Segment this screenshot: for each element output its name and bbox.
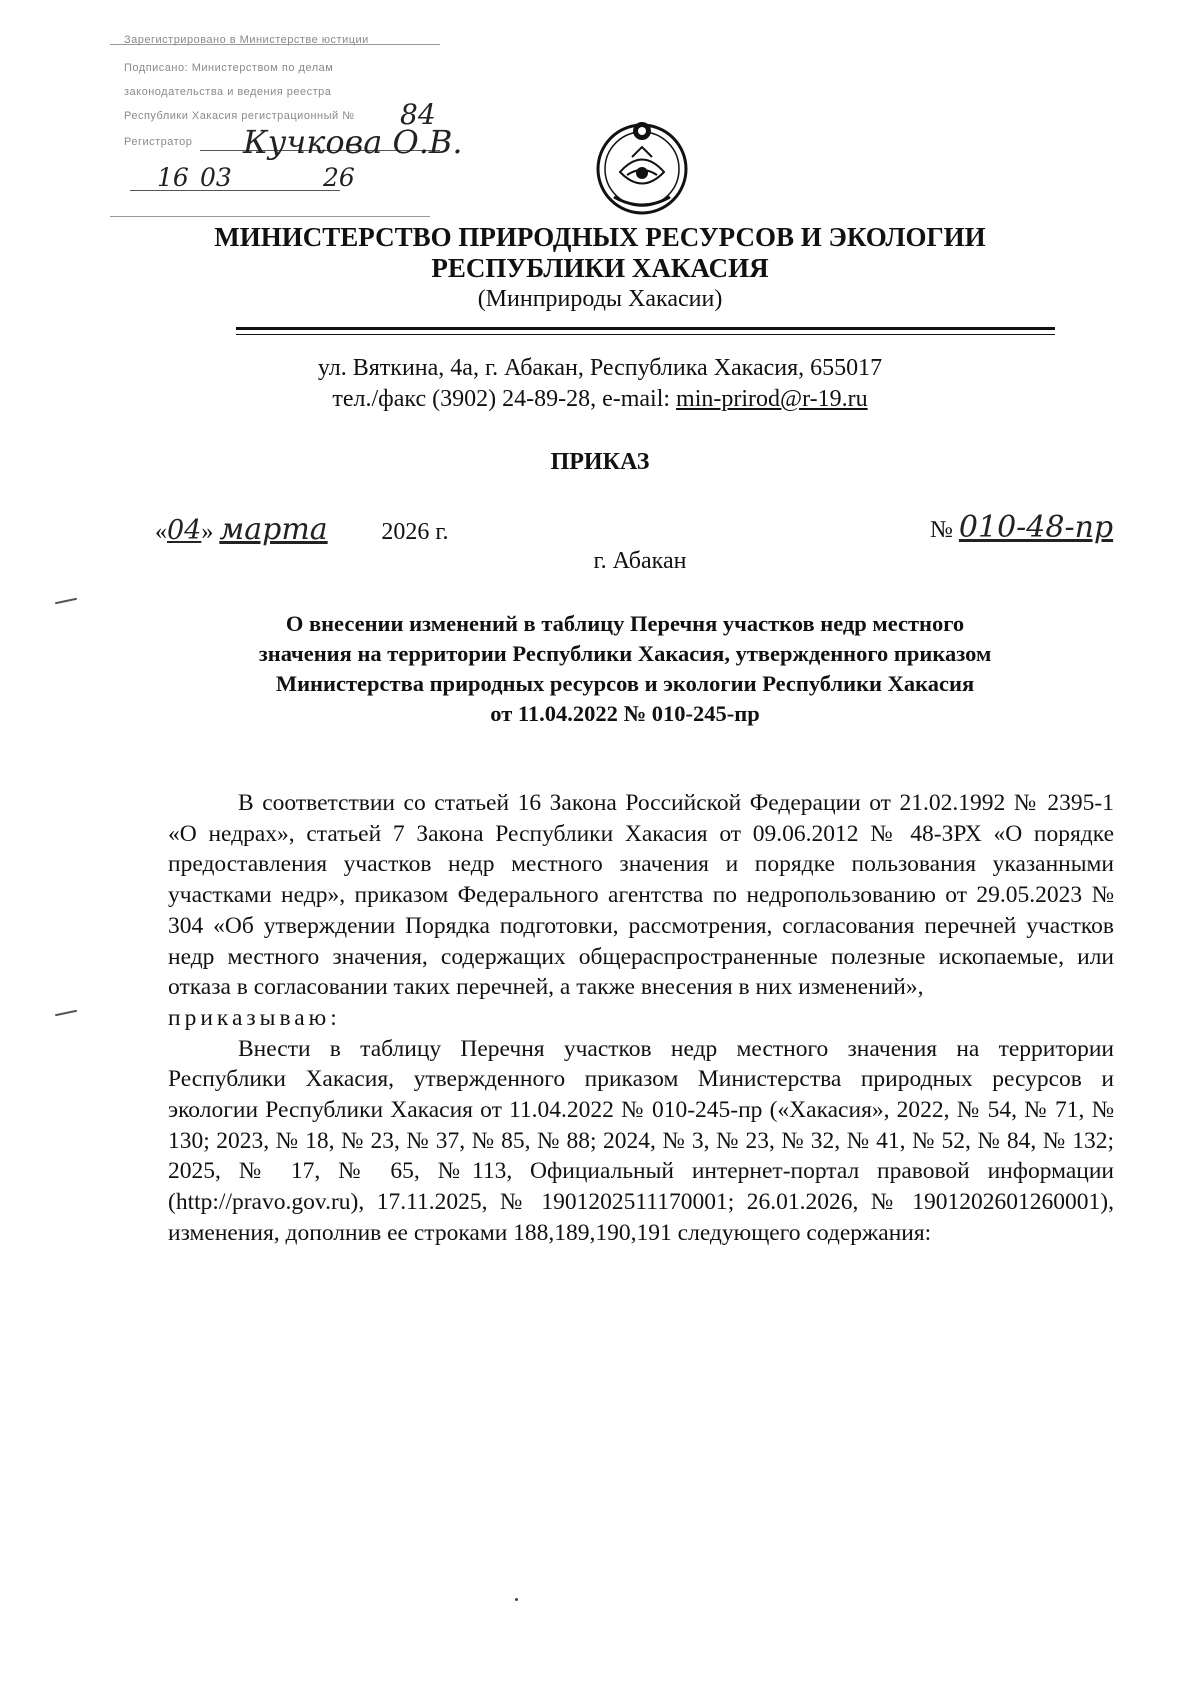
stamp-date-day: 16 <box>157 163 189 192</box>
ministry-name-line2: РЕСПУБЛИКИ ХАКАСИЯ <box>431 253 769 283</box>
date-day: 04 <box>167 515 202 546</box>
stamp-registrar-signature: Кучкова О.В. <box>243 123 463 161</box>
number-value: 010-48-пр <box>958 510 1114 545</box>
stamp-line: Республики Хакасия регистрационный № <box>124 110 355 122</box>
document-type: ПРИКАЗ <box>550 449 650 475</box>
ministry-contacts <box>0 386 1200 413</box>
subject-line: Министерства природных ресурсов и экологии Республики Хакасия <box>275 671 975 696</box>
preamble-paragraph <box>168 788 1114 1034</box>
scan-dot <box>515 1598 518 1601</box>
coat-of-arms-icon <box>592 117 692 217</box>
ministry-name-line1: МИНИСТЕРСТВО ПРИРОДНЫХ РЕСУРСОВ И ЭКОЛОГИИ <box>214 222 986 252</box>
date-year: 2026 г. <box>381 519 449 545</box>
number-label: № <box>930 517 953 543</box>
stamp-line: Регистратор <box>124 136 193 148</box>
subject-line: значения на территории Республики Хакасия, утвержденного приказом <box>258 641 992 666</box>
order-number <box>930 510 1113 545</box>
stamp-date-year: 26 <box>323 163 355 192</box>
order-subject <box>200 609 1050 729</box>
date-open-quote: « <box>155 519 167 545</box>
ministry-short-name: (Минприроды Хакасии) <box>477 286 723 312</box>
date-close-quote: » <box>201 519 214 545</box>
stamp-rule <box>110 216 430 217</box>
order-body <box>168 788 1114 1249</box>
email-link[interactable]: min-prirod@r-19.ru <box>676 386 868 412</box>
subject-line: О внесении изменений в таблицу Перечня участков недр местного <box>285 611 965 636</box>
contacts-phone: тел./факс (3902) 24-89-28, e-mail: <box>332 386 677 412</box>
stamp-date-month: 03 <box>200 163 232 192</box>
city: г. Абакан <box>593 548 687 574</box>
date-month: марта <box>219 512 328 547</box>
ministry-address: ул. Вяткина, 4а, г. Абакан, Республика Хакасия, 655017 <box>317 355 883 381</box>
stamp-line: Подписано: Министерством по делам <box>124 62 334 74</box>
stamp-registration-number: 84 <box>400 98 436 131</box>
scan-mark <box>55 1010 77 1017</box>
preamble-text: В соответствии со статьей 16 Закона Российской Федерации от 21.02.1992 № 2395-1 «О недрах», статьей 7 Закона Республики Хакасия от 09.06.2012 № 48-ЗРХ «О порядке предоставления участков недр местного значения и порядке пользования указанными участками недр», приказом Федерального агентства по недропользованию от 29.05.2023 № 304 «Об утверждении Порядка подготовки, рассмотрения, согласования перечней участков недр местного значения, содержащих общераспространенные полезные ископаемые, или отказа в согласовании таких перечней, а также внесения в них изменений», <box>168 790 1114 1001</box>
stamp-line: законодательства и ведения реестра <box>124 86 332 98</box>
order-date <box>155 512 449 547</box>
header-rule-thick <box>236 327 1055 330</box>
order-word: приказываю: <box>168 1004 341 1031</box>
header-rule-thin <box>236 334 1055 335</box>
operative-paragraph: Внести в таблицу Перечня участков недр местного значения на территории Республики Хакасия, утвержденного приказом Министерства природных ресурсов и экологии Республики Хакасия от 11.04.2022 № 010-245-пр («Хакасия», 2022, № 54, № 71, № 130; 2023, № 18, № 23, № 37, № 85, № 88; 2024, № 3, № 23, № 32, № 41, № 52, № 84, № 132; 2025, № 17, № 65, №113, Официальный интернет-портал правовой информации (http://pravo.gov.ru), 17.11.2025, № 1901202511170001; 26.01.2026, № 1901202601260001), изменения, дополнив ее строками 188,189,190,191 следующего содержания: <box>168 1035 1114 1246</box>
stamp-line: Зарегистрировано в Министерстве юстиции <box>124 34 369 46</box>
subject-line: от 11.04.2022 № 010-245-пр <box>490 701 760 726</box>
scan-mark <box>55 598 77 605</box>
